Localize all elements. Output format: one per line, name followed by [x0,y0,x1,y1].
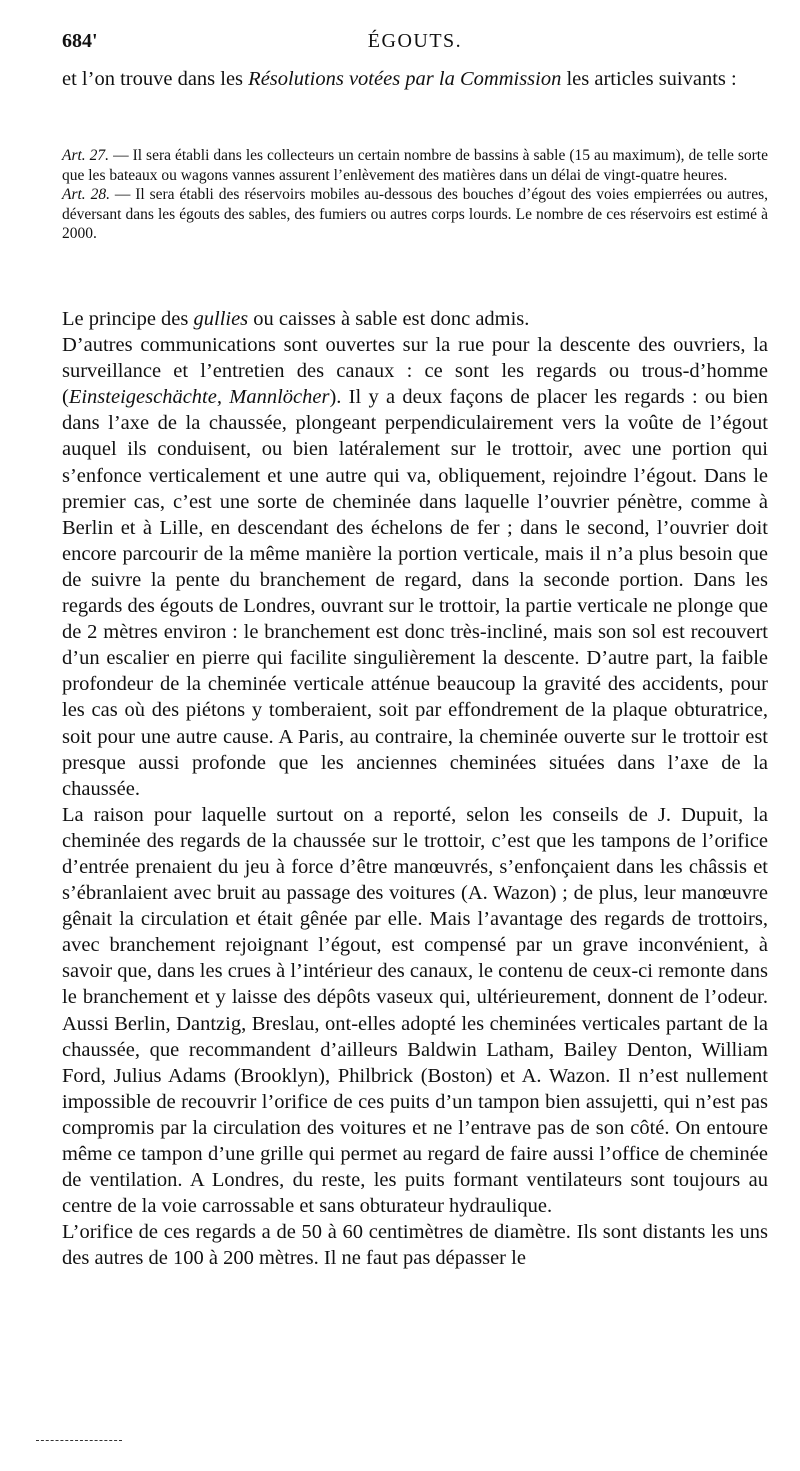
text-run: ou caisses à sable est donc admis. [248,308,530,330]
intro-before: et l’on trouve dans les [62,68,249,90]
article-28 [62,185,768,244]
intro-text [62,66,768,92]
body-text [62,306,768,1271]
text-run: ). Il y a deux façons de placer les regards : ou bien dans l’axe de la chaussée, plongeant perpendiculairement vers la voûte de l’égout auquel ils conduisent, ou bien latéralement sur le trottoir, avec une portion qui s’enfonce verticalement et une autre qui va, obliquement, rejoindre l’égout. Dans le premier cas, c’est une sorte de cheminée dans laquelle l’ouvrier pénètre, comme à Berlin et à Lille, en descendant des échelons de fer ; dans le second, l’ouvrier doit encore parcourir de la même manière la portion verticale, mais il n’a plus besoin que de suivre la pente du branchement de regard, dans la seconde portion. Dans les regards des égouts de Londres, ouvrant sur le trottoir, la partie verticale ne plonge que de 2 mètres environ : le branchement est donc très-incliné, mais son sol est recouvert d’un escalier en pierre qui facilite singulièrement la descente. D’autre part, la faible profondeur de la cheminée verticale atténue beaucoup la gravité des accidents, pour les cas où des piétons y tomberaient, soit par effondrement de la plaque obturatrice, soit pour une autre cause. A Paris, au contraire, la cheminée ouverte sur le trottoir est presque aussi profonde que les anciennes cheminées situées dans l’axe de la chaussée. [62,386,768,800]
text-run-italic: Einsteigeschächte, Mannlöcher [68,386,330,409]
paragraph-raison: La raison pour laquelle surtout on a reporté, selon les conseils de J. Dupuit, la cheminée des regards de la chaussée sur le trottoir, c’est que les tampons de l’orifice d’entrée prenaient du jeu à force d’être manœuvrés, s’enfonçaient dans les châssis et s’ébranlaient avec bruit au passage des voitures (A. Wazon) ; de plus, leur manœuvre gênait la circulation et était gênée par elle. Mais l’avantage des regards de trottoirs, avec branchement rejoignant l’égout, est compensé par un grave inconvénient, à savoir que, dans les crues à l’intérieur des canaux, le contenu de ceux-ci remonte dans le branchement et y laisse des dépôts vaseux qui, ultérieurement, donnent de l’odeur. Aussi Berlin, Dantzig, Breslau, ont-elles adopté les cheminées verticales partant de la chaussée, que recommandent d’ailleurs Baldwin Latham, Bailey Denton, William Ford, Julius Adams (Brooklyn), Philbrick (Boston) et A. Wazon. Il n’est nullement impossible de recouvrir l’orifice de ces puits d’un tampon bien assujetti, qui n’est pas compromis par la circulation des voitures et ne l’entrave pas de son côté. On entoure même ce tampon d’une grille qui permet au regard de faire aussi l’office de cheminée de ventilation. A Londres, du reste, les puits formant ventilateurs sont toujours au centre de la voie carrossable et sans obturateur hydraulique. [62,803,768,1218]
article-27 [62,146,768,185]
running-title: ÉGOUTS. [367,30,463,52]
intro-after: les articles suivants : [561,68,737,90]
paragraph-orifice: L’orifice de ces regards a de 50 à 60 centimètres de diamètre. Ils sont distants les uns des autres de 100 à 200 mètres. Il ne faut pas dépasser le [62,1221,768,1270]
article-text: — Il sera établi dans les collecteurs un certain nombre de bassins à sable (15 au maximum), de telle sorte que les bateaux ou wagons vannes assurent l’enlèvement des matières dans un délai de vingt-quatre heures. [62,147,768,184]
article-label: Art. 28. [62,186,110,204]
articles-block [62,146,768,244]
article-label: Art. 27. [62,147,110,164]
text-run: D’autres communications sont ouvertes sur la rue pour la descente des ouvriers, la surveillance et l’entretien des canaux : ce sont les regards ou trous-d’homme ( [62,334,768,409]
running-head [62,30,768,56]
paragraph-regards [62,332,768,802]
text-run: Le principe des [62,308,194,330]
article-text: — Il sera établi des réservoirs mobiles au-dessous des bouches d’égout des voies empierrées ou autres, déversant dans les égouts des sables, des fumiers ou autres corps lourds. Le nombre de ces réservoirs est estimé à 2000. [62,186,768,243]
footnote-divider [36,1440,122,1441]
page-number: 684' [62,30,98,52]
intro-emphasis: Résolutions votées par la Commission [248,68,562,90]
paragraph-gullies [62,306,768,332]
text-run-italic: gullies [193,308,249,330]
